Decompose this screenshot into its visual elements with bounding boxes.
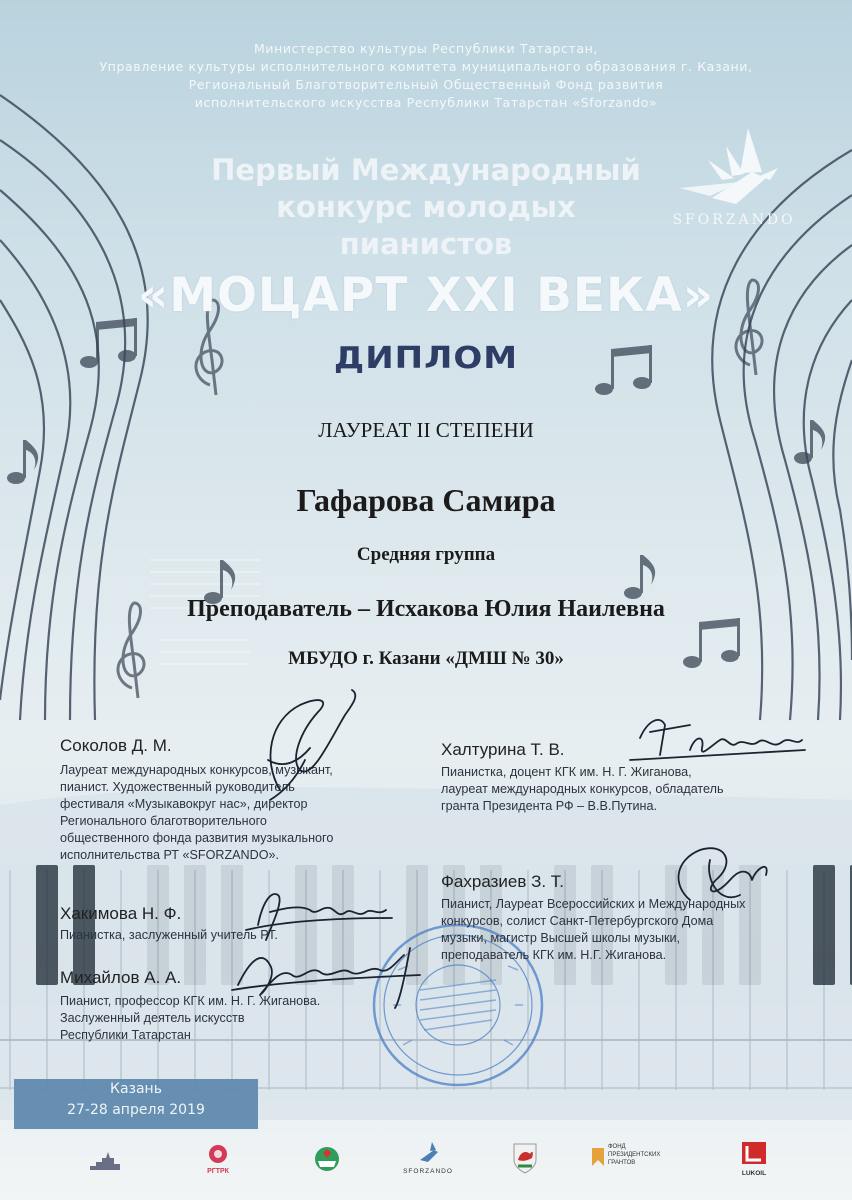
jury-mikhailov-desc-line: Заслуженный деятель искусств <box>60 1011 245 1025</box>
grants-fund-line-1: ФОНД <box>608 1144 626 1150</box>
jury-sokolov-desc-line: фестиваля «Музыкавокруг нас», директор <box>60 797 308 811</box>
competition-name: «МОЦАРТ XXI ВЕКА» <box>137 268 715 323</box>
jury-fakhraziev-name: Фахразиев З. Т. <box>441 872 565 891</box>
piano-black-key <box>332 865 354 985</box>
jury-sokolov-desc-line: пианист. Художественный руководитель <box>60 780 295 794</box>
recipient-name: Гафарова Самира <box>296 482 556 518</box>
event-city: Казань <box>110 1081 162 1097</box>
lukoil-logo-text: LUKOIL <box>741 1170 767 1177</box>
jury-mikhailov-description <box>60 993 400 1044</box>
jury-fakhraziev-description <box>441 896 846 964</box>
jury-khakimova-desc-line: Пианистка, заслуженный учитель РТ. <box>60 928 278 942</box>
jury-fakhraziev-desc-line: музыки, магистр Высшей школы музыки, <box>441 931 681 945</box>
competition-title-line-2: конкурс молодых <box>276 190 576 224</box>
jury-khalturina-desc-line: гранта Президента РФ – В.В.Путина. <box>441 799 657 813</box>
lukoil-logo-icon <box>734 1140 774 1166</box>
diploma-title: ДИПЛОМ <box>333 340 519 376</box>
piano-black-key <box>73 865 95 985</box>
rgtrk-logo-text: РГТРК <box>207 1168 229 1175</box>
jury-khalturina-description <box>441 764 841 815</box>
jury-fakhraziev-desc-line: конкурсов, солист Санкт-Петербургского Дома <box>441 914 714 928</box>
event-dates: 27-28 апреля 2019 <box>67 1102 205 1118</box>
jury-mikhailov-name: Михайлов А. А. <box>60 968 182 987</box>
sforzando-logo-text: SFORZANDO <box>672 212 796 228</box>
jury-khalturina-desc-line: лауреат международных конкурсов, обладатель <box>441 782 724 796</box>
jury-mikhailov-desc-line: Республики Татарстан <box>60 1028 191 1042</box>
jury-fakhraziev-desc-line: Пианист, Лауреат Всероссийских и Международных <box>441 897 746 911</box>
jury-sokolov-desc-line: Лауреат международных конкурсов, музыкант, <box>60 763 333 777</box>
grants-fund-line-2: ПРЕЗИДЕНТСКИХ <box>608 1152 661 1158</box>
age-group: Средняя группа <box>356 544 496 565</box>
jury-mikhailov-desc-line: Пианист, профессор КГК им. Н. Г. Жиганова. <box>60 994 321 1008</box>
jury-khakimova-name: Хакимова Н. Ф. <box>60 904 182 923</box>
jury-sokolov-desc-line: Регионального благотворительного <box>60 814 267 828</box>
organizer-line-1: Министерство культуры Республики Татарстан, <box>254 41 598 56</box>
piano-black-key <box>295 865 317 985</box>
piano-black-key <box>221 865 243 985</box>
jury-khalturina-name: Халтурина Т. В. <box>441 740 565 759</box>
jury-khalturina-desc-line: Пианистка, доцент КГК им. Н. Г. Жиганова, <box>441 765 692 779</box>
eighth-note-icon-1 <box>7 440 38 484</box>
competition-title-line-3: пианистов <box>339 227 513 261</box>
sforzando-bird-icon <box>398 1140 458 1164</box>
teacher-name: Преподаватель – Исхакова Юлия Наилевна <box>187 596 665 622</box>
lukoil-logo <box>734 1140 774 1177</box>
jury-sokolov-name: Соколов Д. М. <box>60 736 172 755</box>
school-name: МБУДО г. Казани «ДМШ № 30» <box>288 648 564 669</box>
award-level: ЛАУРЕАТ II СТЕПЕНИ <box>318 418 534 442</box>
jury-sokolov-desc-line: общественного фонда развития музыкального <box>60 831 334 845</box>
sponsor-logos <box>80 1140 792 1180</box>
organizer-line-2: Управление культуры исполнительного комитета муниципального образования г. Казани, <box>99 59 753 74</box>
rgtrk-logo-icon <box>198 1142 238 1164</box>
piano-black-key <box>184 865 206 985</box>
jury-sokolov-description <box>60 762 420 864</box>
rgtrk-logo <box>198 1142 238 1175</box>
competition-title-line-1: Первый Международный <box>211 153 641 187</box>
kazan-coat-of-arms-icon <box>512 1142 538 1174</box>
city-skyline-logo-icon <box>88 1150 122 1172</box>
organizer-line-3: Региональный Благотворительный Общественный Фонд развития <box>188 77 664 92</box>
sforzando-sponsor-text: SFORZANDO <box>403 1168 453 1175</box>
piano-black-key <box>36 865 58 985</box>
grants-fund-line-3: ГРАНТОВ <box>608 1160 636 1166</box>
sforzando-sponsor-logo <box>398 1140 458 1175</box>
jury-khakimova-description <box>60 927 400 944</box>
grants-fund-icon <box>590 1146 606 1168</box>
presidential-grants-logo <box>590 1142 670 1176</box>
organizer-line-4: исполнительского искусства Республики Татарстан «Sforzando» <box>194 95 658 110</box>
piano-black-key <box>147 865 169 985</box>
jury-sokolov-desc-line: исполнительства РТ «SFORZANDO». <box>60 848 280 862</box>
tatarstan-emblem-icon <box>312 1144 342 1174</box>
jury-fakhraziev-desc-line: преподаватель КГК им. Н.Г. Жиганова. <box>441 948 667 962</box>
